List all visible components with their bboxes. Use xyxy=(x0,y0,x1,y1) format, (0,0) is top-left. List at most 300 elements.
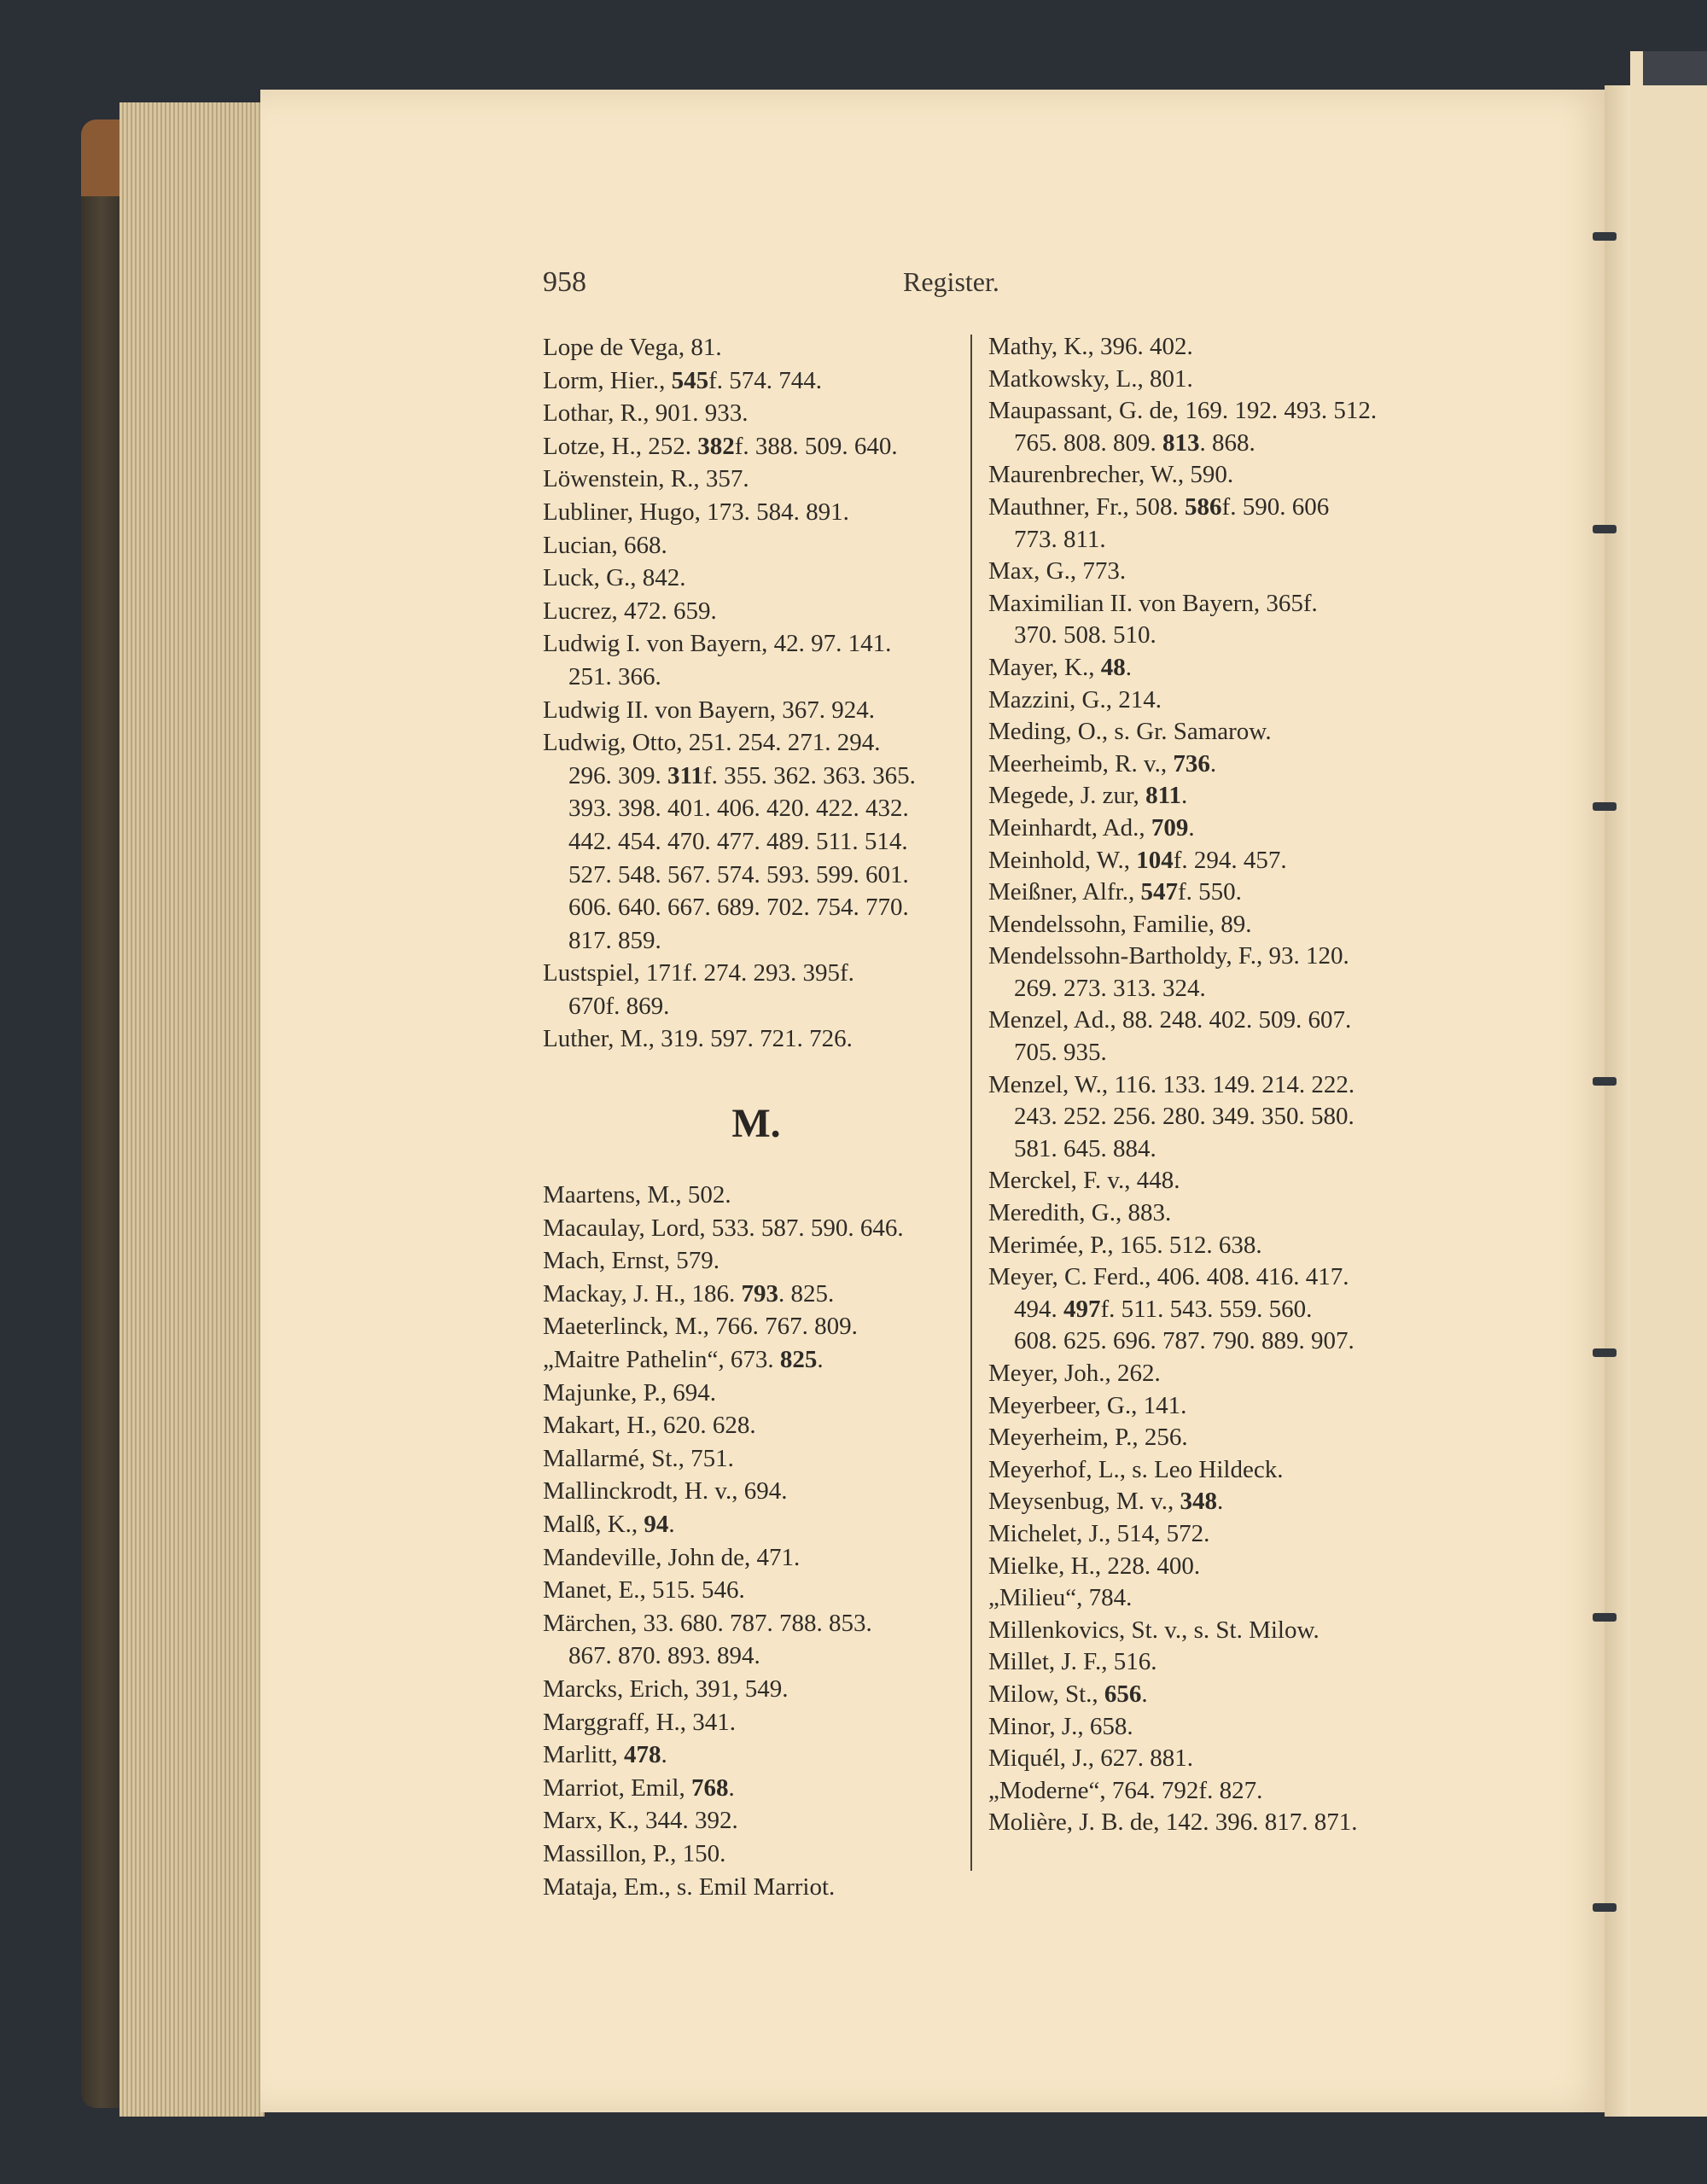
index-entry xyxy=(543,1738,970,1772)
entry-text: Max, G., 773. xyxy=(988,557,1127,585)
entry-text: 442. 454. 470. 477. 489. 511. 514. xyxy=(568,827,908,855)
entry-text: 670f. 869. xyxy=(568,992,670,1020)
index-entry-line xyxy=(543,1804,970,1837)
index-entry xyxy=(543,430,970,463)
main-page-reference: 793 xyxy=(741,1279,778,1307)
index-entry-line xyxy=(988,1454,1415,1487)
entry-text: . xyxy=(668,1511,675,1538)
index-entry xyxy=(543,496,970,529)
index-entry-line xyxy=(988,716,1415,748)
main-page-reference: 811 xyxy=(1145,782,1181,810)
index-entry xyxy=(988,1005,1415,1069)
main-page-reference: 104 xyxy=(1136,846,1174,874)
entry-text: „Moderne“, 764. 792f. 827. xyxy=(988,1776,1263,1804)
entry-text: . 868. xyxy=(1199,428,1255,457)
index-entry-line xyxy=(543,891,970,924)
entry-text: Mauthner, Fr., 508. xyxy=(988,492,1186,521)
index-entry-line xyxy=(988,1390,1415,1423)
index-entry-line xyxy=(988,941,1415,973)
entry-text: f. 294. 457. xyxy=(1173,846,1287,874)
index-entry-line xyxy=(543,1343,970,1377)
index-entry xyxy=(543,1475,970,1508)
column-divider xyxy=(970,335,972,1871)
index-entry-line xyxy=(988,588,1415,620)
entry-text: „Maitre Pathelin“, 673. xyxy=(543,1346,780,1374)
index-entry xyxy=(543,1574,970,1607)
main-page-reference: 768 xyxy=(690,1773,729,1802)
index-entry xyxy=(988,748,1415,781)
index-entry xyxy=(988,1230,1415,1262)
entry-text: Maupassant, G. de, 169. 192. 493. 512. xyxy=(988,397,1378,425)
index-entry-line xyxy=(543,562,970,595)
index-entry xyxy=(543,1179,970,1212)
index-entry xyxy=(988,941,1415,1005)
index-entry-line xyxy=(543,859,970,892)
section-letter-heading: M. xyxy=(731,1101,781,1147)
entry-text: Mathy, K., 396. 402. xyxy=(988,333,1193,360)
entry-text: Menzel, Ad., 88. 248. 402. 509. 607. xyxy=(988,1006,1352,1034)
entry-text: Mielke, H., 228. 400. xyxy=(988,1552,1201,1580)
entry-text: Lothar, R., 901. 933. xyxy=(543,399,749,428)
index-entry-line xyxy=(988,1197,1415,1230)
index-entry xyxy=(988,780,1415,812)
index-entry xyxy=(988,1582,1415,1615)
main-page-reference: 311 xyxy=(667,761,703,789)
page-header xyxy=(543,266,1413,309)
index-entry-line xyxy=(543,1022,970,1056)
index-entry xyxy=(988,1646,1415,1679)
index-entry xyxy=(988,1615,1415,1647)
entry-text: 773. 811. xyxy=(1014,525,1106,553)
index-entry xyxy=(988,909,1415,941)
index-entry-line xyxy=(988,748,1415,781)
index-entry-line xyxy=(543,694,970,727)
index-entry xyxy=(543,694,970,727)
index-entry-line xyxy=(543,957,970,990)
entry-text: f. 511. 543. 559. 560. xyxy=(1100,1295,1313,1323)
index-entry-line xyxy=(988,1230,1415,1262)
main-page-reference: 48 xyxy=(1100,653,1126,681)
index-entry-line xyxy=(543,1409,970,1442)
binding-stitch xyxy=(1593,1613,1617,1622)
index-entry xyxy=(543,1377,970,1410)
facing-cover xyxy=(1643,51,1707,85)
index-entry-line xyxy=(988,1165,1415,1197)
index-entry xyxy=(988,652,1415,684)
entry-text: . 825. xyxy=(778,1279,835,1307)
entry-text: f. 355. 362. 363. 365. xyxy=(702,761,916,789)
entry-text: Mackay, J. H., 186. xyxy=(543,1279,742,1307)
index-entry-line xyxy=(543,1278,970,1311)
index-entry-line xyxy=(988,1261,1415,1294)
entry-text: Lucrez, 472. 659. xyxy=(543,597,717,625)
entry-text: Maartens, M., 502. xyxy=(543,1181,731,1209)
index-entry-line xyxy=(988,428,1415,460)
index-entry-line xyxy=(988,1646,1415,1679)
entry-text: Lotze, H., 252. xyxy=(543,432,698,460)
main-page-reference: 478 xyxy=(624,1741,661,1769)
binding-stitch xyxy=(1593,1348,1617,1357)
entry-text: 765. 808. 809. xyxy=(1014,428,1162,457)
index-entry-line xyxy=(988,1005,1415,1037)
binding-stitch xyxy=(1593,802,1617,811)
index-entry xyxy=(988,1518,1415,1551)
index-entry xyxy=(988,395,1415,459)
index-entry xyxy=(988,1454,1415,1487)
index-entry xyxy=(988,1486,1415,1518)
index-entry-line xyxy=(543,1212,970,1245)
entry-text: Majunke, P., 694. xyxy=(543,1378,716,1406)
index-entry xyxy=(988,492,1415,556)
index-entry xyxy=(543,627,970,693)
index-entry-line xyxy=(543,760,970,793)
book-gutter xyxy=(1605,85,1630,2117)
entry-text: Molière, J. B. de, 142. 396. 817. 871. xyxy=(988,1808,1358,1837)
entry-text: Mataja, Em., s. Emil Marriot. xyxy=(543,1872,836,1901)
entry-text: Löwenstein, R., 357. xyxy=(543,465,749,493)
entry-text: 494. xyxy=(1014,1295,1063,1323)
index-entry xyxy=(543,1541,970,1575)
entry-text: 251. 366. xyxy=(568,662,661,690)
entry-text: Mendelssohn, Familie, 89. xyxy=(988,910,1252,938)
index-entry-line xyxy=(543,1442,970,1476)
index-entry-line xyxy=(543,1738,970,1772)
entry-text: Maurenbrecher, W., 590. xyxy=(988,461,1234,489)
entry-text: Mandeville, John de, 471. xyxy=(543,1543,801,1571)
index-entry-line xyxy=(988,1518,1415,1551)
entry-text: f. 388. 509. 640. xyxy=(734,432,898,460)
index-entry-line xyxy=(988,1294,1415,1326)
entry-text: Meyerhof, L., s. Leo Hildeck. xyxy=(988,1455,1284,1483)
index-entry-line xyxy=(988,364,1415,396)
index-entry-line xyxy=(543,661,970,694)
index-entry-line xyxy=(543,1607,970,1640)
entry-text: f. 590. 606 xyxy=(1221,492,1330,521)
index-entry xyxy=(988,684,1415,717)
index-entry-line xyxy=(543,1871,970,1904)
index-entry-line xyxy=(543,1837,970,1871)
entry-text: . xyxy=(1188,813,1195,842)
index-entry-line xyxy=(988,1679,1415,1711)
index-entry-line xyxy=(543,1377,970,1410)
entry-text: Ludwig I. von Bayern, 42. 97. 141. xyxy=(543,630,892,658)
index-entry-line xyxy=(988,331,1415,364)
binding-stitch xyxy=(1593,232,1617,241)
index-entry xyxy=(988,1711,1415,1744)
entry-text: Ludwig, Otto, 251. 254. 271. 294. xyxy=(543,729,881,757)
index-entry xyxy=(543,1244,970,1278)
index-entry-line xyxy=(543,924,970,958)
entry-text: Milow, St., xyxy=(988,1680,1104,1708)
index-entry xyxy=(988,716,1415,748)
index-entry-line xyxy=(988,1422,1415,1454)
index-entry xyxy=(988,364,1415,396)
running-head: Register. xyxy=(903,266,999,297)
index-column-left xyxy=(543,331,970,1903)
index-entry-line xyxy=(988,459,1415,492)
entry-text: Malß, K., xyxy=(543,1511,644,1538)
entry-text: Massillon, P., 150. xyxy=(543,1839,726,1867)
entry-text: Megede, J. zur, xyxy=(988,782,1146,810)
index-entry-line xyxy=(543,1639,970,1673)
entry-text: Lustspiel, 171f. 274. 293. 395f. xyxy=(543,959,854,987)
entry-text: Michelet, J., 514, 572. xyxy=(988,1519,1210,1547)
index-entry xyxy=(988,1165,1415,1197)
main-page-reference: 382 xyxy=(697,432,735,460)
entry-text: Lorm, Hier., xyxy=(543,366,672,394)
entry-text: Millenkovics, St. v., s. St. Milow. xyxy=(988,1616,1320,1644)
index-entry xyxy=(543,1508,970,1541)
main-page-reference: 348 xyxy=(1180,1488,1217,1516)
index-entry-line xyxy=(988,1037,1415,1069)
entry-text: Marcks, Erich, 391, 549. xyxy=(543,1674,789,1703)
index-entry-line xyxy=(543,1244,970,1278)
index-entry xyxy=(543,562,970,595)
entry-text: 296. 309. xyxy=(568,761,667,789)
entry-text: Meding, O., s. Gr. Samarow. xyxy=(988,718,1272,746)
main-page-reference: 656 xyxy=(1104,1680,1142,1708)
main-page-reference: 94 xyxy=(644,1511,669,1538)
index-entry-line xyxy=(543,529,970,562)
index-entries-l xyxy=(543,331,970,1056)
index-entry-line xyxy=(988,1711,1415,1744)
entry-text: 867. 870. 893. 894. xyxy=(568,1642,760,1670)
entry-text: Mayer, K., xyxy=(988,653,1101,681)
entry-text: Minor, J., 658. xyxy=(988,1712,1133,1740)
entry-text: . xyxy=(661,1741,667,1769)
index-entry xyxy=(988,1807,1415,1839)
entry-text: Mallarmé, St., 751. xyxy=(543,1444,734,1472)
index-entry xyxy=(988,1390,1415,1423)
entry-text: 581. 645. 884. xyxy=(1014,1134,1156,1162)
index-entry xyxy=(543,1837,970,1871)
facing-page-edge xyxy=(1630,51,1707,2117)
index-entry xyxy=(543,1607,970,1673)
index-entry-line xyxy=(543,990,970,1023)
entry-text: 817. 859. xyxy=(568,926,661,954)
index-entry-line xyxy=(988,620,1415,652)
entry-text: Lope de Vega, 81. xyxy=(543,334,722,361)
index-entry xyxy=(543,397,970,430)
index-entry-line xyxy=(543,1772,970,1805)
index-entry xyxy=(543,1804,970,1837)
entry-text: Luck, G., 842. xyxy=(543,564,686,592)
index-entry-line xyxy=(988,780,1415,812)
index-entry-line xyxy=(988,845,1415,877)
index-entry xyxy=(988,877,1415,909)
index-entry-line xyxy=(988,1551,1415,1583)
index-entry xyxy=(543,1706,970,1739)
index-entries-right xyxy=(988,331,1415,1839)
entry-text: Meyer, Joh., 262. xyxy=(988,1360,1161,1387)
index-entry-line xyxy=(543,1179,970,1212)
entry-text: Meinhold, W., xyxy=(988,846,1137,874)
entry-text: Meyerbeer, G., 141. xyxy=(988,1391,1187,1419)
index-entry-line xyxy=(988,652,1415,684)
index-entry-line xyxy=(988,812,1415,845)
entry-text: Manet, E., 515. 546. xyxy=(543,1576,745,1605)
index-entry-line xyxy=(988,909,1415,941)
index-entry-line xyxy=(988,1615,1415,1647)
index-entry-line xyxy=(543,1574,970,1607)
index-entry xyxy=(988,1422,1415,1454)
page-edges xyxy=(119,102,265,2117)
entry-text: . xyxy=(728,1773,735,1802)
index-entry-line xyxy=(988,492,1415,524)
index-entry-line xyxy=(543,1310,970,1343)
index-entry-line xyxy=(543,1541,970,1575)
index-entry-line xyxy=(543,463,970,496)
entry-text: Macaulay, Lord, 533. 587. 590. 646. xyxy=(543,1214,904,1242)
index-entry-line xyxy=(988,1133,1415,1166)
index-entry xyxy=(543,726,970,957)
entry-text: 269. 273. 313. 324. xyxy=(1014,974,1206,1002)
entry-text: . xyxy=(1216,1488,1224,1516)
index-entry-line xyxy=(988,524,1415,556)
index-entry-line xyxy=(543,364,970,398)
entry-text: Meysenbug, M. v., xyxy=(988,1488,1180,1516)
entry-text: Lubliner, Hugo, 173. 584. 891. xyxy=(543,498,849,526)
index-entry xyxy=(543,1343,970,1377)
entry-text: 705. 935. xyxy=(1014,1039,1107,1067)
entry-text: Millet, J. F., 516. xyxy=(988,1648,1157,1676)
index-entry-line xyxy=(988,556,1415,588)
index-entry xyxy=(543,1772,970,1805)
index-entry-line xyxy=(988,1358,1415,1390)
entry-text: 527. 548. 567. 574. 593. 599. 601. xyxy=(568,860,909,888)
entry-text: Meyerheim, P., 256. xyxy=(988,1424,1188,1452)
entry-text: Mach, Ernst, 579. xyxy=(543,1247,720,1275)
index-entry-line xyxy=(543,1706,970,1739)
index-entry xyxy=(543,1409,970,1442)
entry-text: Marx, K., 344. 392. xyxy=(543,1807,738,1835)
entry-text: Lucian, 668. xyxy=(543,531,667,559)
entry-text: Maeterlinck, M., 766. 767. 809. xyxy=(543,1313,858,1341)
entry-text: 606. 640. 667. 689. 702. 754. 770. xyxy=(568,894,909,922)
entry-text: Miquél, J., 627. 881. xyxy=(988,1744,1194,1773)
entry-text: 370. 508. 510. xyxy=(1014,621,1156,649)
index-entry-line xyxy=(988,1775,1415,1808)
page-number: 958 xyxy=(543,266,586,298)
index-entry xyxy=(988,1775,1415,1808)
entry-text: 608. 625. 696. 787. 790. 889. 907. xyxy=(1014,1327,1355,1355)
entry-text: Mendelssohn-Bartholdy, F., 93. 120. xyxy=(988,942,1349,970)
index-entry-line xyxy=(988,877,1415,909)
index-entry xyxy=(543,331,970,364)
index-entry-line xyxy=(988,1069,1415,1102)
index-entry-line xyxy=(543,1673,970,1706)
entry-text: „Milieu“, 784. xyxy=(988,1584,1133,1612)
index-entry xyxy=(988,1743,1415,1775)
index-entry xyxy=(543,1212,970,1245)
index-entry-line xyxy=(988,395,1415,428)
index-entry xyxy=(543,529,970,562)
entry-text: . xyxy=(1141,1680,1148,1708)
index-entry xyxy=(543,1022,970,1056)
index-entry xyxy=(543,1278,970,1311)
entry-text: Meißner, Alfr., xyxy=(988,878,1141,906)
index-entry xyxy=(543,1673,970,1706)
binding-stitch xyxy=(1593,1077,1617,1086)
index-entry-line xyxy=(543,331,970,364)
main-page-reference: 497 xyxy=(1063,1295,1101,1323)
index-entry xyxy=(988,459,1415,492)
entry-text: Makart, H., 620. 628. xyxy=(543,1412,756,1440)
index-entry-line xyxy=(543,627,970,661)
entry-text: 393. 398. 401. 406. 420. 422. 432. xyxy=(568,795,909,823)
index-entry-line xyxy=(988,973,1415,1005)
index-entry-line xyxy=(543,726,970,760)
index-entry xyxy=(988,556,1415,588)
entry-text: f. 574. 744. xyxy=(708,366,823,394)
index-entry xyxy=(543,463,970,496)
index-entry-line xyxy=(543,397,970,430)
index-entry-line xyxy=(988,1743,1415,1775)
entry-text: Marggraff, H., 341. xyxy=(543,1708,737,1736)
index-entry xyxy=(988,1679,1415,1711)
index-entry xyxy=(988,331,1415,364)
index-entry-line xyxy=(543,430,970,463)
main-page-reference: 825 xyxy=(779,1346,818,1374)
entry-text: Meyer, C. Ferd., 406. 408. 416. 417. xyxy=(988,1263,1349,1291)
index-entry-line xyxy=(988,684,1415,717)
index-entry-line xyxy=(988,1325,1415,1358)
index-entry-line xyxy=(543,1508,970,1541)
index-entry xyxy=(988,1551,1415,1583)
entry-text: . xyxy=(1209,749,1217,778)
index-entry xyxy=(543,595,970,628)
index-entry xyxy=(543,1442,970,1476)
main-page-reference: 586 xyxy=(1185,492,1222,521)
entry-text: Matkowsky, L., 801. xyxy=(988,364,1193,393)
entry-text: Meerheimb, R. v., xyxy=(988,749,1174,778)
entry-text: Meinhardt, Ad., xyxy=(988,813,1151,842)
index-entry-line xyxy=(988,1582,1415,1615)
index-entry-line xyxy=(543,595,970,628)
index-entry xyxy=(543,957,970,1022)
index-entry xyxy=(988,1358,1415,1390)
index-entry xyxy=(543,1871,970,1904)
entry-text: Ludwig II. von Bayern, 367. 924. xyxy=(543,696,876,724)
entry-text: f. 550. xyxy=(1177,878,1242,906)
entry-text: Mazzini, G., 214. xyxy=(988,685,1162,713)
entry-text: . xyxy=(1125,653,1132,681)
index-entry xyxy=(988,1261,1415,1358)
main-page-reference: 545 xyxy=(671,366,709,394)
index-entry-line xyxy=(543,496,970,529)
index-entry xyxy=(988,845,1415,877)
entry-text: Merimée, P., 165. 512. 638. xyxy=(988,1231,1262,1259)
entry-text: Merckel, F. v., 448. xyxy=(988,1167,1180,1195)
index-entry xyxy=(543,364,970,398)
main-page-reference: 547 xyxy=(1140,878,1178,906)
entry-text: Menzel, W., 116. 133. 149. 214. 222. xyxy=(988,1070,1355,1098)
main-page-reference: 813 xyxy=(1162,428,1200,457)
index-entry-line xyxy=(543,1475,970,1508)
index-entry-line xyxy=(988,1101,1415,1133)
main-page-reference: 709 xyxy=(1151,813,1189,842)
binding-stitch xyxy=(1593,525,1617,533)
entry-text: Mallinckrodt, H. v., 694. xyxy=(543,1477,788,1506)
index-entry xyxy=(988,1197,1415,1230)
index-entry-line xyxy=(988,1486,1415,1518)
index-entry-line xyxy=(988,1807,1415,1839)
index-entry xyxy=(988,588,1415,652)
entry-text: 243. 252. 256. 280. 349. 350. 580. xyxy=(1014,1103,1355,1131)
binding-stitch xyxy=(1593,1903,1617,1912)
entry-text: Märchen, 33. 680. 787. 788. 853. xyxy=(543,1609,872,1637)
entry-text: Luther, M., 319. 597. 721. 726. xyxy=(543,1025,853,1053)
